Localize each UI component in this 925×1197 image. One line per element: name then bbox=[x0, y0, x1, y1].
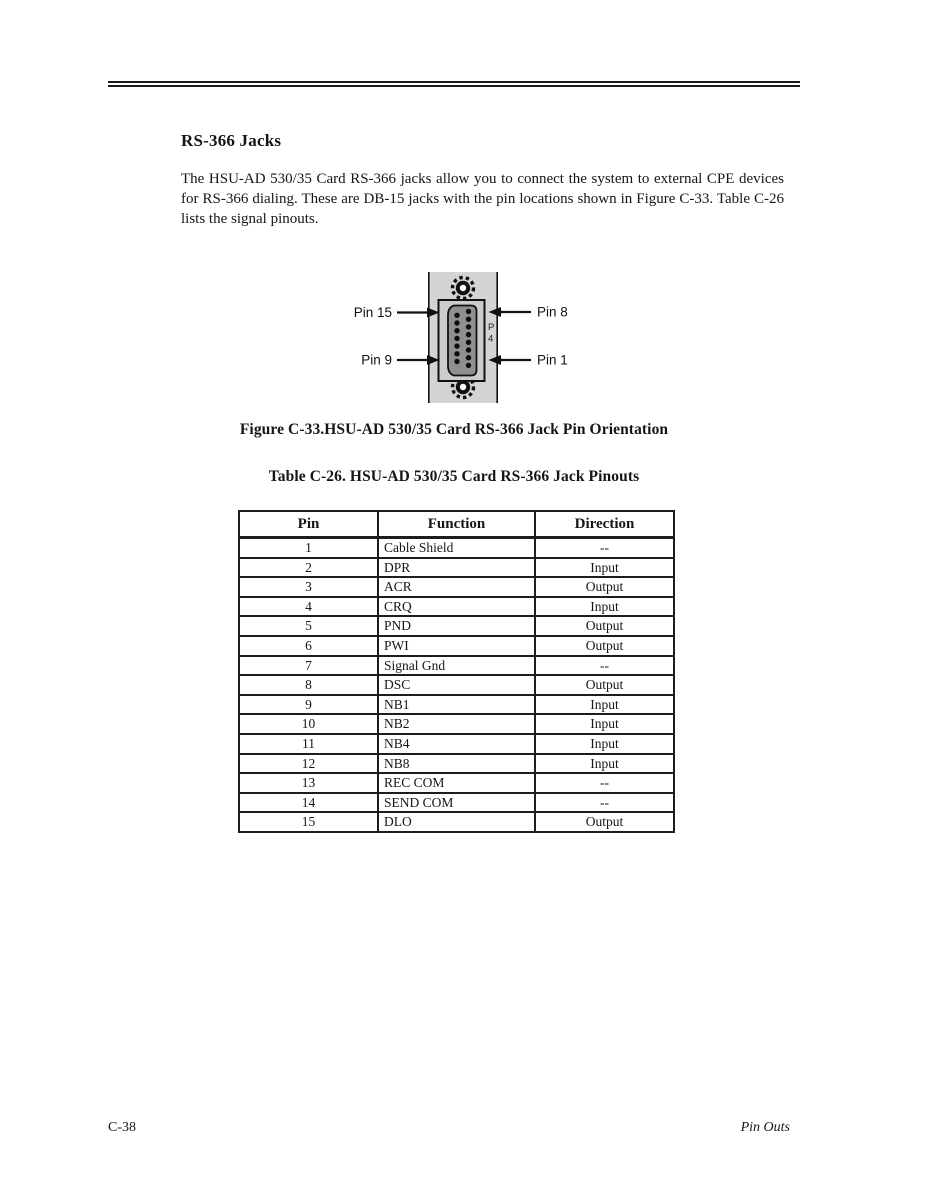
connector-figure bbox=[330, 260, 660, 408]
direction-cell: Input bbox=[535, 597, 674, 617]
pin-cell: 15 bbox=[239, 812, 378, 832]
function-cell: DLO bbox=[378, 812, 535, 832]
table-row bbox=[239, 656, 674, 676]
table-row bbox=[239, 636, 674, 656]
section-heading: RS-366 Jacks bbox=[181, 131, 282, 150]
table-row bbox=[239, 558, 674, 578]
function-cell: NB4 bbox=[378, 734, 535, 754]
pin-cell: 3 bbox=[239, 577, 378, 597]
table-row bbox=[239, 538, 674, 558]
table-row bbox=[239, 597, 674, 617]
direction-cell: Output bbox=[535, 616, 674, 636]
function-cell: NB1 bbox=[378, 695, 535, 715]
table-row bbox=[239, 577, 674, 597]
page-number: C-38 bbox=[108, 1120, 136, 1135]
table-header-row bbox=[239, 511, 674, 538]
direction-cell: -- bbox=[535, 793, 674, 813]
pin-cell: 2 bbox=[239, 558, 378, 578]
function-cell: NB2 bbox=[378, 714, 535, 734]
pin-cell: 10 bbox=[239, 714, 378, 734]
direction-cell: Input bbox=[535, 695, 674, 715]
function-cell: Signal Gnd bbox=[378, 656, 535, 676]
table-caption: Table C-26. HSU-AD 530/35 Card RS-366 Jack Pinouts bbox=[268, 468, 640, 485]
pin-column-header: Pin bbox=[239, 511, 378, 538]
pin-cell: 9 bbox=[239, 695, 378, 715]
direction-cell: Output bbox=[535, 577, 674, 597]
function-cell: REC COM bbox=[378, 773, 535, 793]
direction-cell: Output bbox=[535, 636, 674, 656]
direction-cell: Input bbox=[535, 754, 674, 774]
pinout-table bbox=[238, 510, 675, 833]
footer-section-title: Pin Outs bbox=[740, 1120, 790, 1135]
pin1-label: Pin 1 bbox=[537, 352, 568, 368]
function-cell: SEND COM bbox=[378, 793, 535, 813]
pin15-label: Pin 15 bbox=[353, 305, 392, 320]
table-row bbox=[239, 616, 674, 636]
body-paragraph: The HSU-AD 530/35 Card RS-366 jacks allow you to connect the system to external CPE devices for RS-366 dialing. These are DB-15 jacks with the pin locations shown in Figure C-33. Table C-26 lists the signal pinouts. bbox=[181, 171, 784, 227]
direction-cell: Input bbox=[535, 714, 674, 734]
function-cell: Cable Shield bbox=[378, 538, 535, 558]
table-row bbox=[239, 793, 674, 813]
pin-cell: 5 bbox=[239, 616, 378, 636]
function-cell: ACR bbox=[378, 577, 535, 597]
direction-cell: Output bbox=[535, 812, 674, 832]
function-column-header: Function bbox=[378, 511, 535, 538]
table-row bbox=[239, 754, 674, 774]
function-cell: NB8 bbox=[378, 754, 535, 774]
direction-cell: -- bbox=[535, 656, 674, 676]
direction-cell: -- bbox=[535, 773, 674, 793]
direction-cell: Output bbox=[535, 675, 674, 695]
function-cell: DPR bbox=[378, 558, 535, 578]
connector-designator-p: P bbox=[488, 322, 495, 333]
db15-connector bbox=[448, 306, 477, 376]
function-cell: PND bbox=[378, 616, 535, 636]
table-row bbox=[239, 695, 674, 715]
pin-cell: 11 bbox=[239, 734, 378, 754]
direction-cell: Input bbox=[535, 734, 674, 754]
pin9-label: Pin 9 bbox=[361, 352, 392, 368]
pin-cell: 1 bbox=[239, 538, 378, 558]
table-row bbox=[239, 773, 674, 793]
direction-cell: Input bbox=[535, 558, 674, 578]
function-cell: PWI bbox=[378, 636, 535, 656]
header-rule bbox=[108, 81, 800, 87]
pin-cell: 14 bbox=[239, 793, 378, 813]
function-cell: CRQ bbox=[378, 597, 535, 617]
pin-cell: 12 bbox=[239, 754, 378, 774]
pin8-label: Pin 8 bbox=[537, 304, 568, 320]
table-row bbox=[239, 734, 674, 754]
pin-cell: 7 bbox=[239, 656, 378, 676]
connector-designator-4: 4 bbox=[488, 333, 494, 345]
figure-caption: Figure C-33.HSU-AD 530/35 Card RS-366 Jack Pin Orientation bbox=[239, 421, 669, 438]
function-cell: DSC bbox=[378, 675, 535, 695]
pin-cell: 13 bbox=[239, 773, 378, 793]
table-row bbox=[239, 714, 674, 734]
direction-cell: -- bbox=[535, 538, 674, 558]
table-row bbox=[239, 675, 674, 695]
pin-cell: 8 bbox=[239, 675, 378, 695]
pin-cell: 6 bbox=[239, 636, 378, 656]
pinout-table-body bbox=[239, 538, 674, 832]
direction-column-header: Direction bbox=[535, 511, 674, 538]
table-row bbox=[239, 812, 674, 832]
pin-cell: 4 bbox=[239, 597, 378, 617]
